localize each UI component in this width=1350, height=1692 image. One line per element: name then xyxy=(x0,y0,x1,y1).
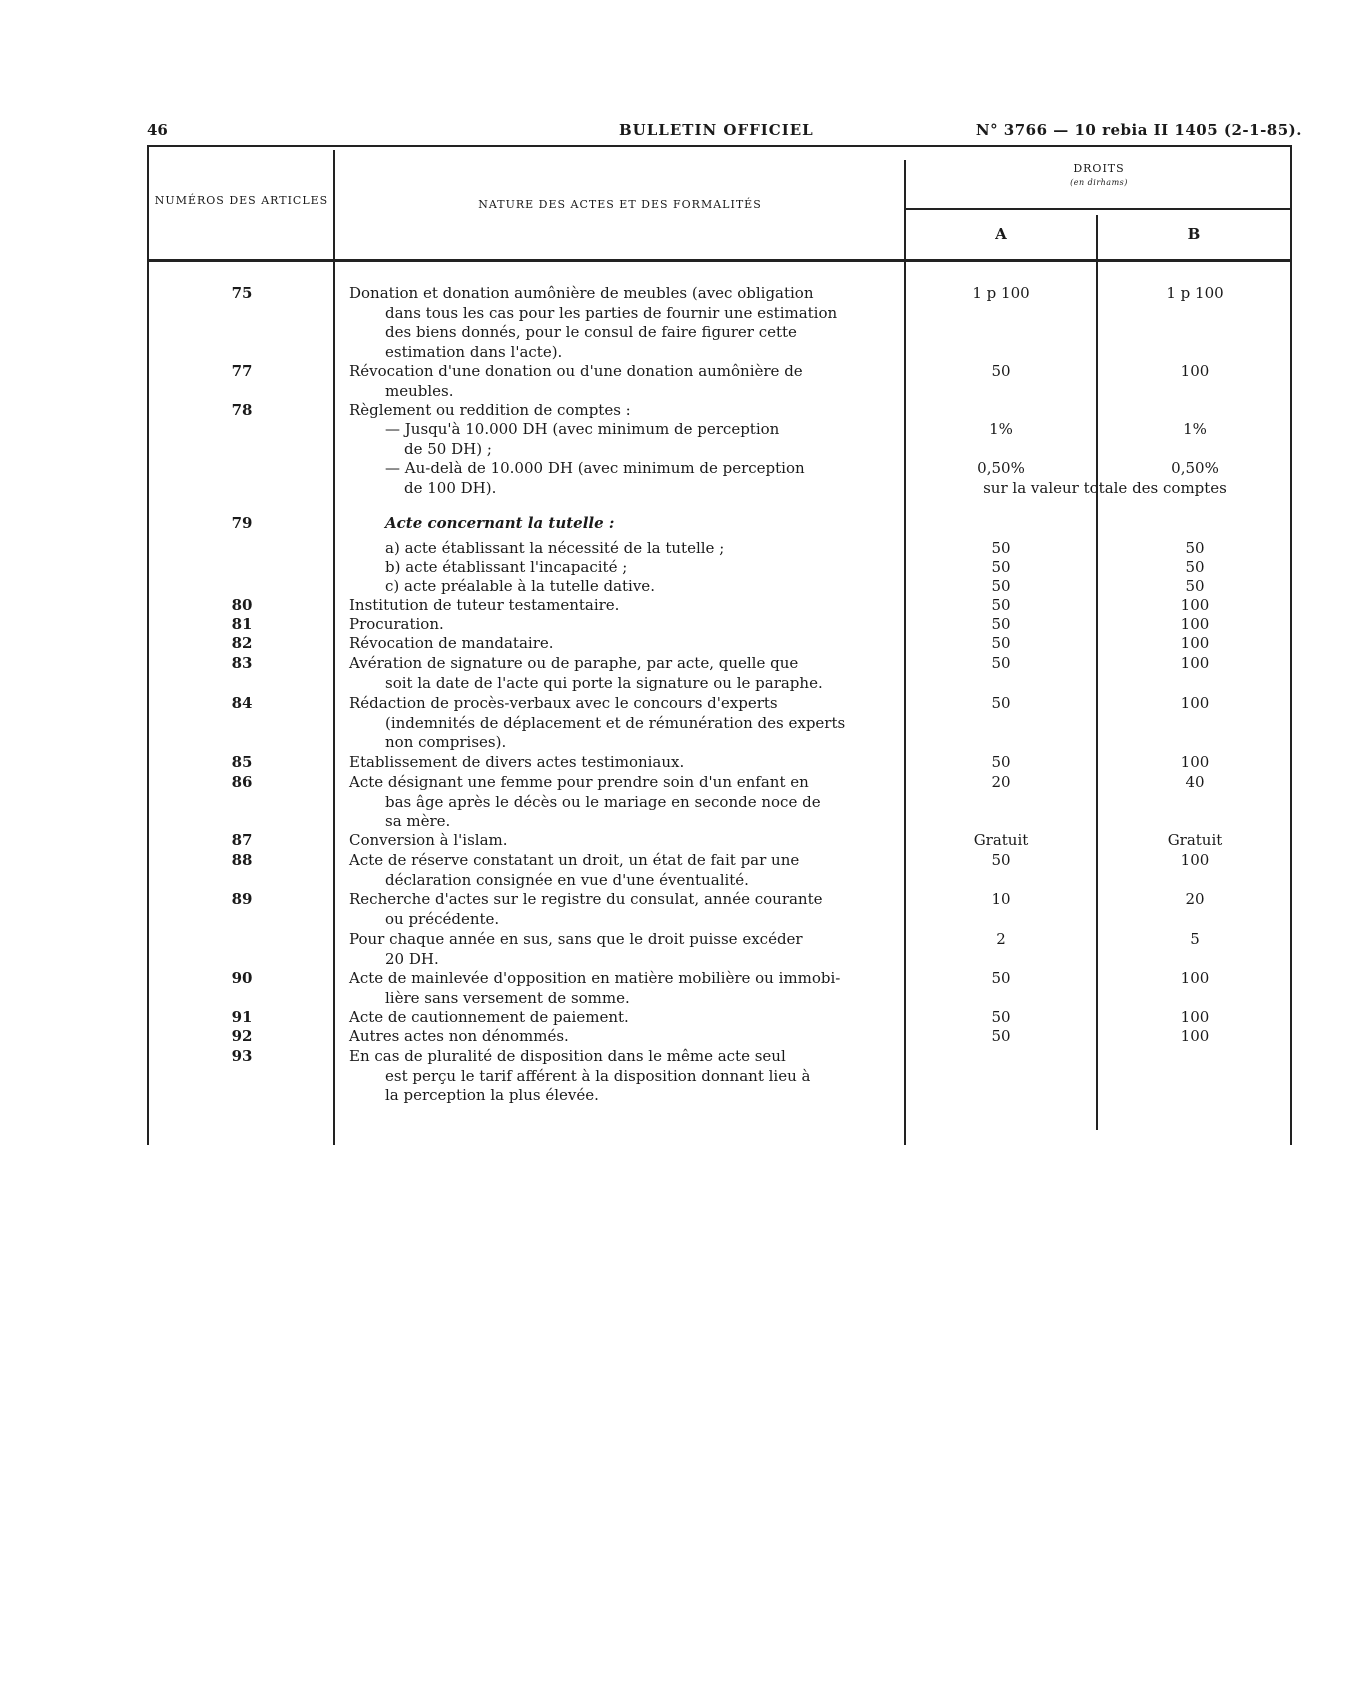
droit-b: 20 xyxy=(1185,890,1205,908)
article-number: 79 xyxy=(231,514,253,532)
acte-nature xyxy=(349,615,899,635)
acte-nature xyxy=(349,401,899,421)
acte-nature xyxy=(349,654,899,693)
acte-line: Donation et donation aumônière de meubles (avec obligation xyxy=(349,284,814,302)
acte-nature xyxy=(349,969,899,1008)
acte-nature xyxy=(349,890,899,929)
acte-nature xyxy=(349,773,899,832)
acte-line: bas âge après le décès ou le mariage en seconde noce de xyxy=(385,792,821,811)
acte-line: Etablissement de divers actes testimoniaux. xyxy=(349,753,685,771)
page-header xyxy=(147,121,1302,143)
droit-a: 50 xyxy=(991,654,1011,672)
acte-line: — Au-delà de 10.000 DH (avec minimum de perception xyxy=(385,459,805,477)
acte-line: Avération de signature ou de paraphe, par acte, quelle que xyxy=(349,654,799,672)
acte-nature xyxy=(349,558,899,578)
acte-line: est perçu le tarif afférent à la disposition donnant lieu à xyxy=(385,1066,811,1085)
acte-line: b) acte établissant l'incapacité ; xyxy=(385,558,628,576)
droit-a: 0,50% xyxy=(977,459,1025,477)
article-number: 87 xyxy=(231,831,253,849)
acte-line: dans tous les cas pour les parties de fournir une estimation xyxy=(385,303,838,322)
article-number: 82 xyxy=(231,634,253,652)
header-bottom-rule xyxy=(147,259,1292,262)
droit-b: 100 xyxy=(1180,596,1210,614)
droit-b: 50 xyxy=(1185,558,1205,576)
acte-line: la perception la plus élevée. xyxy=(385,1086,599,1104)
acte-nature xyxy=(349,539,899,559)
col-head-nature: NATURE DES ACTES ET DES FORMALITÉS xyxy=(478,198,762,211)
acte-nature xyxy=(349,577,899,597)
col-head-a: A xyxy=(995,225,1007,243)
acte-line: Autres actes non dénommés. xyxy=(349,1027,569,1045)
droit-b: 100 xyxy=(1180,851,1210,869)
droit-b: Gratuit xyxy=(1167,831,1223,849)
droit-a: 10 xyxy=(991,890,1011,908)
article-number: 78 xyxy=(231,401,253,419)
article-number: 75 xyxy=(231,284,253,302)
acte-line: 20 DH. xyxy=(385,949,439,968)
droit-a: 2 xyxy=(996,930,1006,948)
article-number: 83 xyxy=(231,654,253,672)
col-head-droits: DROITS xyxy=(1073,162,1125,175)
acte-nature xyxy=(349,420,899,459)
acte-nature xyxy=(349,596,899,616)
acte-line: lière sans versement de somme. xyxy=(385,988,630,1007)
acte-nature xyxy=(349,1047,899,1106)
acte-nature xyxy=(349,831,899,851)
issue-reference: N° 3766 — 10 rebia II 1405 (2-1-85). xyxy=(975,121,1302,139)
acte-line: Conversion à l'islam. xyxy=(349,831,508,849)
acte-nature xyxy=(349,634,899,654)
acte-nature xyxy=(349,753,899,773)
droit-b: 40 xyxy=(1185,773,1205,791)
droit-b: 100 xyxy=(1180,694,1210,712)
droit-a: 50 xyxy=(991,577,1011,595)
acte-line: Recherche d'actes sur le registre du consulat, année courante xyxy=(349,890,823,908)
acte-line: Acte désignant une femme pour prendre soin d'un enfant en xyxy=(349,773,809,791)
acte-line: Institution de tuteur testamentaire. xyxy=(349,596,620,614)
droit-a: 50 xyxy=(991,615,1011,633)
droit-a: Gratuit xyxy=(973,831,1029,849)
col-head-b: B xyxy=(1187,225,1201,243)
droit-b: 100 xyxy=(1180,654,1210,672)
acte-line: de 50 DH) ; xyxy=(404,439,492,458)
droit-a: 50 xyxy=(991,362,1011,380)
droit-a: 1% xyxy=(989,420,1013,438)
droit-b: 100 xyxy=(1180,1008,1210,1026)
acte-nature xyxy=(349,694,899,753)
droits-split-rule xyxy=(906,208,1292,210)
article-number: 84 xyxy=(231,694,253,712)
acte-line: non comprises). xyxy=(385,733,507,751)
droit-a: 50 xyxy=(991,1008,1011,1026)
droit-b: 100 xyxy=(1180,753,1210,771)
acte-line: Acte de réserve constatant un droit, un état de fait par une xyxy=(349,851,800,869)
droit-a: 50 xyxy=(991,634,1011,652)
acte-nature xyxy=(349,1008,899,1028)
article-number: 93 xyxy=(231,1047,253,1065)
acte-nature xyxy=(349,1027,899,1047)
article-number: 88 xyxy=(231,851,253,869)
droit-a: 50 xyxy=(991,558,1011,576)
article-number: 90 xyxy=(231,969,253,987)
droit-a: 50 xyxy=(991,694,1011,712)
acte-line: — Jusqu'à 10.000 DH (avec minimum de perception xyxy=(385,420,780,438)
acte-line: Acte concernant la tutelle : xyxy=(385,514,615,532)
acte-nature xyxy=(349,459,899,498)
acte-line: (indemnités de déplacement et de rémunération des experts xyxy=(385,713,846,732)
acte-line: estimation dans l'acte). xyxy=(385,342,563,361)
acte-line: des biens donnés, pour le consul de faire figurer cette xyxy=(385,323,797,341)
acte-line: Pour chaque année en sus, sans que le droit puisse excéder xyxy=(349,930,803,948)
droit-a: 50 xyxy=(991,851,1011,869)
acte-line: déclaration consignée en vue d'une éventualité. xyxy=(385,870,749,889)
note-78: sur la valeur totale des comptes xyxy=(983,479,1227,497)
acte-nature xyxy=(349,930,899,969)
acte-nature xyxy=(349,851,899,890)
acte-nature xyxy=(349,514,899,534)
article-number: 89 xyxy=(231,890,253,908)
droit-b: 100 xyxy=(1180,362,1210,380)
acte-nature xyxy=(349,284,899,362)
droit-b: 1 p 100 xyxy=(1166,284,1224,302)
acte-line: a) acte établissant la nécessité de la tutelle ; xyxy=(385,539,725,557)
droit-a: 50 xyxy=(991,1027,1011,1045)
acte-line: En cas de pluralité de disposition dans le même acte seul xyxy=(349,1047,786,1065)
acte-line: Rédaction de procès-verbaux avec le concours d'experts xyxy=(349,694,778,712)
col-head-numeros: NUMÉROS DES ARTICLES xyxy=(154,194,329,207)
article-number: 91 xyxy=(231,1008,253,1026)
article-number: 86 xyxy=(231,773,253,791)
droit-b: 50 xyxy=(1185,577,1205,595)
acte-line: Acte de mainlevée d'opposition en matière mobilière ou immobi- xyxy=(349,969,841,987)
droit-b: 100 xyxy=(1180,615,1210,633)
droit-b: 5 xyxy=(1190,930,1200,948)
article-number: 92 xyxy=(231,1027,253,1045)
droit-a: 20 xyxy=(991,773,1011,791)
droit-b: 1% xyxy=(1183,420,1207,438)
droit-a: 1 p 100 xyxy=(972,284,1030,302)
table-top-rule xyxy=(147,145,1292,147)
acte-line: meubles. xyxy=(385,381,454,400)
droit-b: 100 xyxy=(1180,1027,1210,1045)
droit-b: 50 xyxy=(1185,539,1205,557)
publication-title: BULLETIN OFFICIEL xyxy=(619,121,814,139)
col-head-droits-unit: (en dirhams) xyxy=(1070,178,1128,187)
droit-a: 50 xyxy=(991,753,1011,771)
acte-line: Acte de cautionnement de paiement. xyxy=(349,1008,629,1026)
droit-b: 0,50% xyxy=(1171,459,1219,477)
acte-line: Révocation de mandataire. xyxy=(349,634,554,652)
acte-line: Procuration. xyxy=(349,615,444,633)
acte-line: Règlement ou reddition de comptes : xyxy=(349,401,631,419)
droit-a: 50 xyxy=(991,596,1011,614)
acte-line: Révocation d'une donation ou d'une donation aumônière de xyxy=(349,362,803,380)
article-number: 80 xyxy=(231,596,253,614)
acte-line: de 100 DH). xyxy=(404,478,497,497)
col-divider-3 xyxy=(1096,215,1098,1130)
article-number: 81 xyxy=(231,615,253,633)
droit-a: 50 xyxy=(991,969,1011,987)
acte-line: soit la date de l'acte qui porte la signature ou le paraphe. xyxy=(385,673,823,692)
acte-line: ou précédente. xyxy=(385,909,500,928)
acte-nature xyxy=(349,362,899,401)
article-number: 85 xyxy=(231,753,253,771)
col-divider-2 xyxy=(904,160,906,1145)
droit-b: 100 xyxy=(1180,969,1210,987)
acte-line: sa mère. xyxy=(385,812,451,830)
article-number: 77 xyxy=(231,362,253,380)
droit-a: 50 xyxy=(991,539,1011,557)
right-border xyxy=(1290,145,1292,1145)
page-number: 46 xyxy=(147,121,168,139)
droit-b: 100 xyxy=(1180,634,1210,652)
acte-line: c) acte préalable à la tutelle dative. xyxy=(385,577,655,595)
